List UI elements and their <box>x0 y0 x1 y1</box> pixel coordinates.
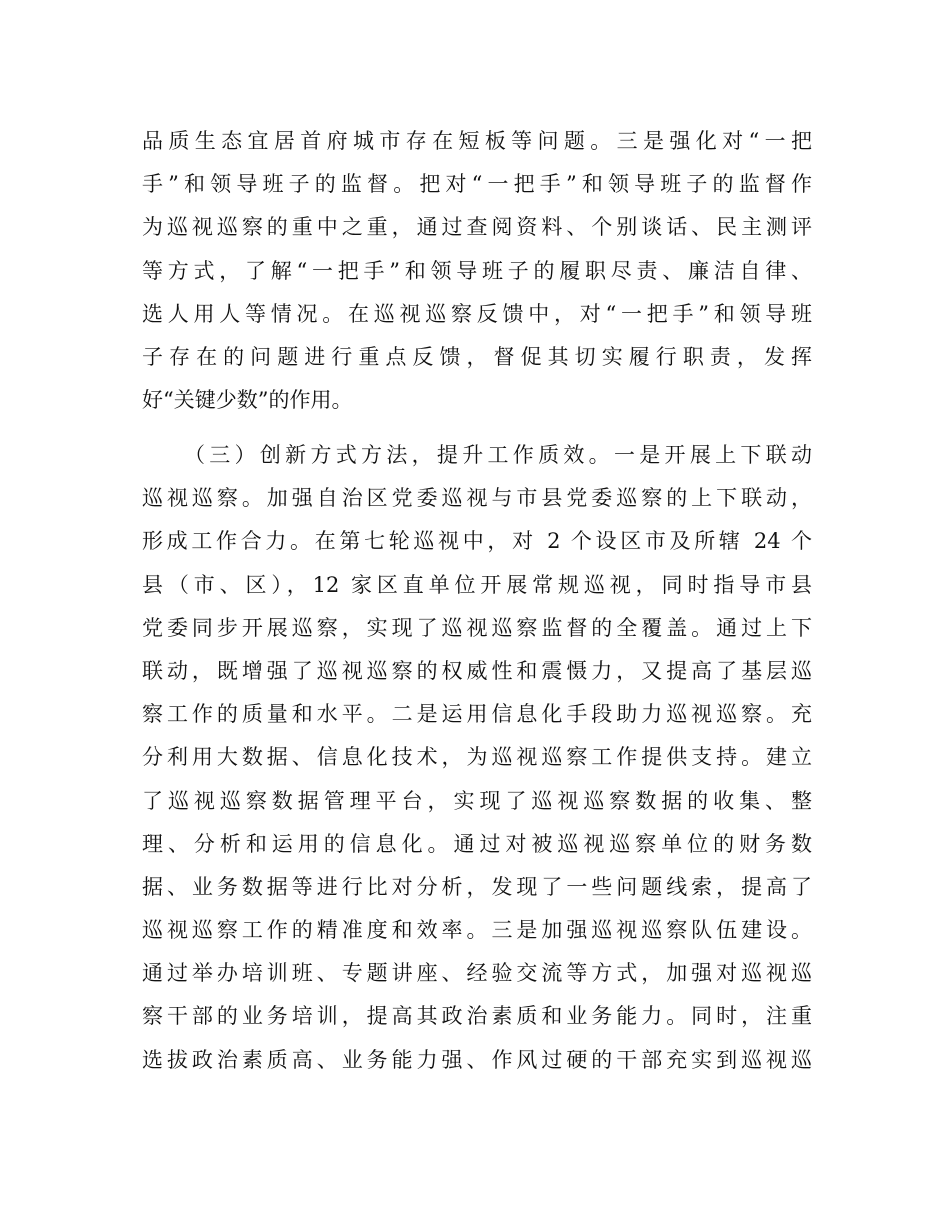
paragraph-1 <box>142 120 812 422</box>
text-line: 手”和领导班子的监督。把对“一把手”和领导班子的监督作 <box>142 172 812 197</box>
text-line: 分利用大数据、信息化技术，为巡视巡察工作提供支持。建立 <box>142 745 812 770</box>
text-line: 为巡视巡察的重中之重，通过查阅资料、个别谈话、民主测评 <box>142 215 812 240</box>
text-line: 察干部的业务培训，提高其政治素质和业务能力。同时，注重 <box>142 1004 812 1029</box>
text-line: 通过举办培训班、专题讲座、经验交流等方式，加强对巡视巡 <box>142 961 812 986</box>
text-line: 了巡视巡察数据管理平台，实现了巡视巡察数据的收集、整 <box>142 788 812 813</box>
text-line: 形成工作合力。在第七轮巡视中，对 2 个设区市及所辖 24 个 <box>142 529 812 554</box>
text-line: 联动，既增强了巡视巡察的权威性和震慑力，又提高了基层巡 <box>142 658 812 683</box>
text-line: 察工作的质量和水平。二是运用信息化手段助力巡视巡察。充 <box>142 702 812 727</box>
paragraph-2 <box>142 434 812 1082</box>
text-line: 子存在的问题进行重点反馈，督促其切实履行职责，发挥 <box>142 344 812 369</box>
text-line: 党委同步开展巡察，实现了巡视巡察监督的全覆盖。通过上下 <box>142 615 812 640</box>
text-line: 品质生态宜居首府城市存在短板等问题。三是强化对“一把 <box>142 129 812 153</box>
text-line: 据、业务数据等进行比对分析，发现了一些问题线索，提高了 <box>142 874 812 899</box>
text-line: 好“关键少数”的作用。 <box>142 388 353 413</box>
text-line: 巡视巡察工作的精准度和效率。三是加强巡视巡察队伍建设。 <box>142 918 812 943</box>
text-line-indented: （三）创新方式方法，提升工作质效。一是开展上下联动 <box>184 443 812 467</box>
text-line: 等方式，了解“一把手”和领导班子的履职尽责、廉洁自律、 <box>142 258 812 283</box>
text-line: 选人用人等情况。在巡视巡察反馈中，对“一把手”和领导班 <box>142 301 812 326</box>
text-line: 巡视巡察。加强自治区党委巡视与市县党委巡察的上下联动， <box>142 486 812 511</box>
text-line: 选拔政治素质高、业务能力强、作风过硬的干部充实到巡视巡 <box>142 1047 812 1072</box>
text-line: 理、分析和运用的信息化。通过对被巡视巡察单位的财务数 <box>142 831 812 856</box>
text-line: 县（市、区），12 家区直单位开展常规巡视，同时指导市县 <box>142 572 812 597</box>
